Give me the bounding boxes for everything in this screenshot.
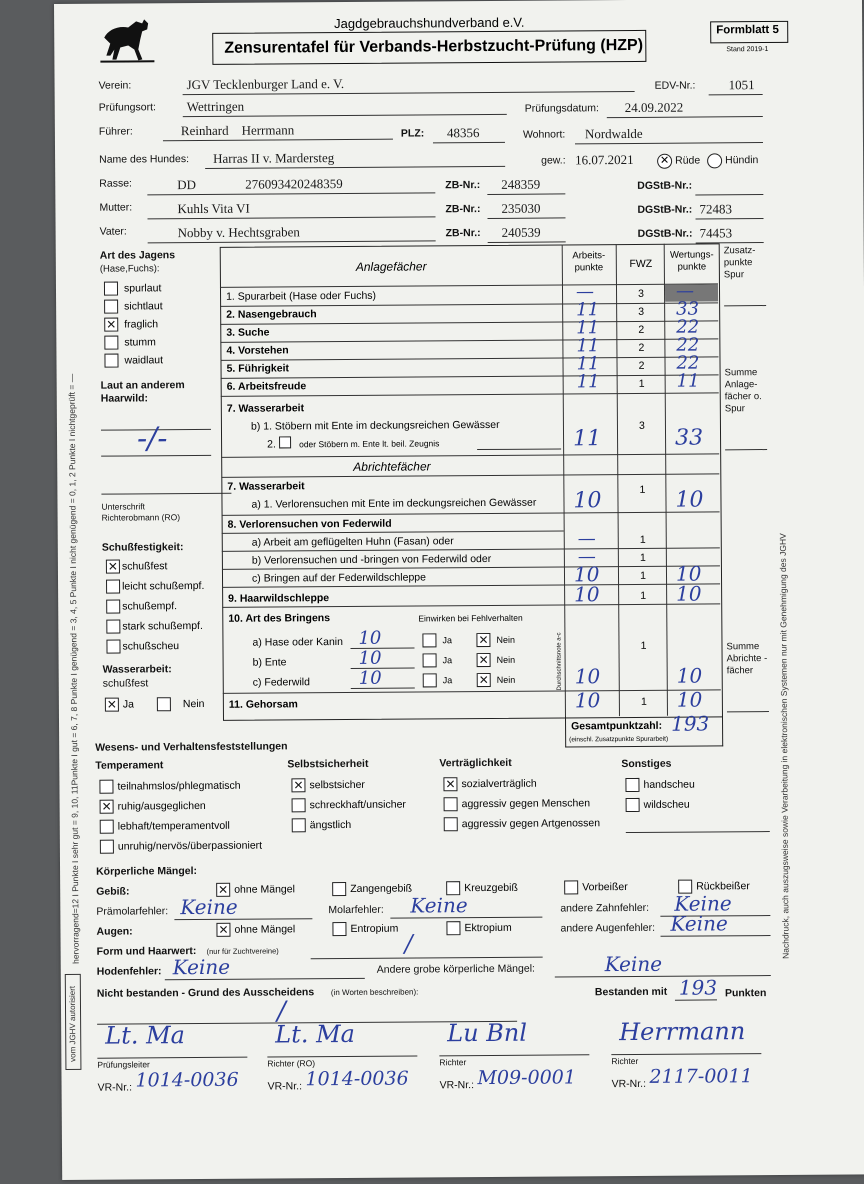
a10-item-ja-checkbox[interactable] [423, 673, 437, 687]
koerper-title: Körperliche Mängel: [96, 865, 198, 878]
vr-number[interactable]: 1014-0036 [305, 1067, 409, 1091]
nicht-bestanden-sub: (in Worten beschreiben): [330, 987, 419, 998]
temp-0-label: teilnahmslos/phlegmatisch [117, 779, 241, 793]
bestanden-value[interactable]: 193 [678, 975, 718, 1000]
a10-item-nein-checkbox[interactable]: ✕ [478, 672, 489, 688]
anlage-row-arbeitspunkte[interactable]: 11 [576, 317, 600, 339]
anlage-row-arbeitspunkte[interactable]: 11 [576, 335, 600, 357]
r7-ap[interactable]: 11 [572, 426, 602, 452]
anlage-row-wertungspunkte[interactable]: 22 [676, 316, 700, 338]
a9-ap[interactable]: 10 [574, 582, 600, 607]
augen-2-checkbox[interactable] [446, 921, 460, 935]
art-waidlaut-checkbox[interactable] [104, 354, 118, 368]
selbst-2-checkbox[interactable] [292, 818, 306, 832]
sonst-0-checkbox[interactable] [625, 778, 639, 792]
a9-fwz: 1 [640, 589, 647, 602]
wasser-nein-label: Nein [182, 697, 205, 711]
r7b1-label: b) 1. Stöbern mit Ente im deckungsreichen Gewässer [250, 418, 500, 433]
plz-value[interactable]: 48356 [446, 125, 480, 141]
unterschrift-line [101, 493, 231, 495]
hoden-line [165, 978, 365, 980]
nicht-bestanden-label: Nicht bestanden - Grund des Ausscheidens [96, 986, 315, 1000]
schuss-schussfest-checkbox[interactable]: ✕ [107, 559, 119, 574]
vertr-2-checkbox[interactable] [444, 817, 458, 831]
wasser-nein-checkbox[interactable] [157, 697, 171, 711]
a7-fwz: 1 [639, 483, 646, 496]
augen-1-checkbox[interactable] [332, 922, 346, 936]
plz-line [433, 142, 505, 144]
a11-ap[interactable]: 10 [574, 688, 601, 713]
wohnort-line [575, 142, 763, 144]
schuss-stark-checkbox[interactable] [106, 620, 120, 634]
schuss-leicht-label: leicht schußempf. [122, 579, 205, 593]
vr-label: VR-Nr.: [267, 1080, 303, 1093]
nicht-bestanden-mark[interactable]: / [276, 996, 286, 1027]
schuss-schussfest-label: schußfest [121, 560, 168, 573]
einwirken-label: Einwirken bei Fehlverhalten [418, 612, 523, 624]
anlage-row-wertungspunkte[interactable]: — [675, 280, 695, 302]
fuehrer-value[interactable]: Reinhard Herrmann [180, 122, 295, 139]
art-waidlaut-label: waidlaut [124, 354, 164, 367]
art-sichtlaut-label: sichtlaut [124, 300, 163, 313]
signature-role: Richter [611, 1055, 639, 1067]
page-title: Zensurentafel für Verbands-Herbstzucht-Prüfung (HZP) [224, 36, 644, 57]
head-fwz: FWZ [629, 257, 653, 270]
head-zusatzpunkte: Zusatz-punkte Spur [723, 245, 756, 281]
art-fraglich-label: fraglich [124, 318, 159, 331]
anlage-row-label: 2. Nasengebrauch [226, 308, 317, 321]
huendin-radio[interactable] [707, 153, 722, 168]
rasse-value[interactable]: DD [177, 177, 197, 193]
a8a-label: a) Arbeit am geflügelten Huhn (Fasan) oder [251, 535, 454, 549]
selbst-1-checkbox[interactable] [292, 798, 306, 812]
dgstb-hund-line [695, 194, 763, 195]
head-abricht: Abrichtefächer [353, 459, 431, 474]
selbst-title: Selbstsicherheit [287, 757, 369, 771]
wesen-title: Wesens- und Verhaltensfeststellungen [95, 740, 288, 754]
form-sub: (nur für Zuchtvereine) [206, 946, 279, 956]
edv-label: EDV-Nr.: [654, 79, 696, 92]
a11-label: 11. Gehorsam [228, 698, 298, 711]
zusatz-line [724, 305, 766, 306]
hund-label: Name des Hundes: [99, 153, 190, 166]
anlage-row-wertungspunkte[interactable]: 33 [676, 298, 700, 320]
art-stumm-label: stumm [124, 336, 156, 349]
edv-line [709, 94, 763, 95]
a10-fwz: 1 [640, 639, 647, 652]
molar-line [390, 917, 542, 919]
summe-anlage-line [725, 449, 767, 450]
summe-abricht-line [727, 711, 769, 712]
head-wertungspunkte: Wertungs-punkte [669, 249, 714, 273]
art-fraglich-checkbox[interactable]: ✕ [106, 317, 117, 332]
r7b2-checkbox[interactable] [279, 436, 291, 448]
summe-anlage: Summe Anlage-fächer o. Spur [724, 367, 762, 415]
dgstb-mutter-line [696, 218, 764, 219]
selbst-0-checkbox[interactable]: ✕ [293, 778, 304, 793]
r7-fwz: 3 [638, 419, 645, 432]
augen-0-label: ohne Mängel [234, 923, 296, 936]
bestanden-line [675, 999, 717, 1000]
art-sub: (Hase,Fuchs): [99, 263, 160, 275]
a10-item-nein-label: Nein [496, 634, 516, 645]
augen-0-checkbox[interactable]: ✕ [218, 922, 229, 937]
wohnort-label: Wohnort: [522, 128, 566, 141]
a10-item-nein-label: Nein [496, 654, 516, 665]
temp-1-checkbox[interactable]: ✕ [101, 799, 112, 814]
a8-label: 8. Verlorensuchen von Federwild [227, 517, 392, 531]
vater-value[interactable]: Nobby v. Hechtsgraben [177, 224, 300, 241]
schuss-scheu-label: schußscheu [122, 640, 180, 653]
augen-2-label: Ektropium [464, 921, 512, 935]
a10-item-ja-label: Ja [442, 675, 453, 686]
a10-item-note[interactable]: 10 [358, 627, 382, 649]
a8b-fwz: 1 [639, 551, 646, 564]
rasse-label: Rasse: [99, 177, 132, 190]
selbst-0-label: selbstsicher [309, 778, 365, 792]
ort-label: Prüfungsort: [98, 101, 156, 114]
authorized-label: vom JGHV autorisiert [67, 985, 78, 1062]
signature: Lt. Ma [105, 1021, 186, 1050]
a10-item-ja-label: Ja [442, 635, 453, 646]
a8b-ap[interactable]: — [577, 546, 596, 568]
anlage-row-wertungspunkte[interactable]: 11 [676, 370, 700, 392]
praemolar-line [174, 918, 312, 920]
anlage-row-label: 1. Spurarbeit (Hase oder Fuchs) [226, 289, 377, 303]
datum-line [607, 116, 763, 118]
wasser-ja-checkbox[interactable]: ✕ [106, 697, 117, 712]
a8c-wp[interactable]: 10 [675, 561, 702, 586]
art-spurlaut-checkbox[interactable] [104, 282, 118, 296]
anlage-row-fwz: 1 [638, 377, 645, 390]
gebiss-1-checkbox[interactable] [332, 882, 346, 896]
a10-item-note[interactable]: 10 [358, 647, 382, 669]
grobe-label: Andere grobe körperliche Mängel: [376, 962, 535, 976]
a8b-label: b) Verlorensuchen und -bringen von Federwild oder [251, 552, 492, 567]
praemolar-label: Prämolarfehler: [96, 905, 169, 918]
anlage-row-label: 6. Arbeitsfreude [226, 380, 307, 393]
wasser-ja-label: Ja [122, 698, 135, 711]
edv-value[interactable]: 1051 [728, 77, 755, 93]
vertr-0-label: sozialverträglich [461, 777, 537, 791]
vertr-1-label: aggressiv gegen Menschen [461, 797, 591, 811]
r7b2-num: 2. [267, 438, 276, 451]
a8c-fwz: 1 [640, 569, 646, 582]
gebiss-0-checkbox[interactable]: ✕ [218, 882, 229, 897]
zahn-value[interactable]: Keine [674, 891, 732, 916]
laut-title: Laut an anderem Haarwild: [100, 379, 185, 405]
signature-role: Richter (RO) [267, 1058, 316, 1069]
a9-label: 9. Haarwildschleppe [228, 592, 330, 605]
formblatt-label: Formblatt 5 [716, 23, 779, 37]
schuss-empf-checkbox[interactable] [106, 600, 120, 614]
anlage-row-arbeitspunkte[interactable]: 11 [576, 353, 600, 375]
zb-mutter-value[interactable]: 235030 [501, 200, 541, 216]
augen-1-label: Entropium [350, 922, 399, 935]
form-value[interactable]: / [404, 929, 413, 958]
anlage-row-label: 4. Vorstehen [226, 344, 289, 357]
a10-item-nein-checkbox[interactable]: ✕ [478, 652, 489, 668]
temp-2-label: lebhaft/temperamentvoll [117, 819, 230, 833]
hoden-label: Hodenfehler: [96, 965, 162, 978]
grobe-line [555, 975, 771, 978]
dgstb-mutter-label: DGStB-Nr.: [637, 203, 693, 216]
vr-number[interactable]: M09-0001 [477, 1066, 576, 1090]
verein-value[interactable]: JGV Tecklenburger Land e. V. [186, 75, 345, 93]
gebiss-3-label: Vorbeißer [582, 881, 628, 894]
datum-label: Prüfungsdatum: [524, 102, 599, 115]
art-sichtlaut-checkbox[interactable] [104, 300, 118, 314]
anlage-row-wertungspunkte[interactable]: 22 [676, 352, 700, 374]
signature-line [267, 1055, 417, 1057]
form-sheet [54, 0, 864, 1180]
sonst-title: Sonstiges [621, 757, 672, 771]
schuss-scheu-checkbox[interactable] [106, 640, 120, 654]
punkten-label: Punkten [724, 987, 767, 1000]
augen-label: Augen: [96, 925, 133, 938]
gebiss-4-label: Rückbeißer [696, 880, 750, 893]
molar-label: Molarfehler: [328, 903, 384, 917]
vater-label: Vater: [99, 225, 127, 238]
grading-legend: hervorragend=12 I Punkte I sehr gut = 9, 10, 11Punkte I gut = 6, 7, 8 Punkte I genügend = 3, 4, 5 Punkte I nicht genügend = 0, 1, 2 Punkte I nichtgeprüft = — [66, 373, 81, 964]
wohnort-value[interactable]: Nordwalde [584, 125, 643, 142]
ruede-label: Rüde [675, 154, 701, 167]
anlage-row-fwz: 2 [638, 359, 645, 372]
head-arbeitspunkte: Arbeits-punkte [572, 250, 606, 274]
temp-1-label: ruhig/ausgeglichen [117, 799, 206, 813]
summe-abricht: Summe Abrichte - fächer [726, 641, 768, 677]
datum-value[interactable]: 24.09.2022 [624, 99, 684, 116]
temp-0-checkbox[interactable] [99, 780, 113, 794]
signature-line [439, 1054, 589, 1056]
sonst-1-checkbox[interactable] [626, 798, 640, 812]
molar-value[interactable]: Keine [410, 893, 468, 918]
art-spurlaut-label: spurlaut [123, 282, 162, 295]
anlage-row-fwz: 3 [638, 287, 645, 300]
a10-item-label: c) Federwild [252, 676, 310, 689]
anlage-row-fwz: 2 [638, 323, 645, 336]
vertr-title: Verträglichkeit [439, 756, 512, 770]
gebiss-1-label: Zangengebiß [350, 882, 413, 895]
vr-label: VR-Nr.: [439, 1079, 475, 1092]
a10-wp[interactable]: 10 [676, 663, 703, 688]
sonst-0-label: handscheu [643, 778, 695, 791]
anlage-row-arbeitspunkte[interactable]: — [575, 281, 595, 303]
a7-ap[interactable]: 10 [573, 488, 602, 514]
schuss-stark-label: stark schußempf. [122, 619, 203, 633]
jghv-logo [98, 15, 156, 65]
a9-wp[interactable]: 10 [676, 581, 702, 606]
mutter-value[interactable]: Kuhls Vita VI [177, 200, 250, 217]
zb-hund-line [487, 193, 565, 195]
signature-line [611, 1053, 761, 1055]
a7-label: 7. Wasserarbeit [227, 480, 305, 493]
signature: Herrmann [619, 1017, 746, 1047]
a10-item-note[interactable]: 10 [358, 667, 382, 689]
gew-value[interactable]: 16.07.2021 [575, 151, 634, 168]
stand-label: Stand 2019-1 [726, 46, 769, 54]
zahn-label: andere Zahnfehler: [560, 901, 650, 915]
signature-role: Richter [439, 1057, 467, 1068]
fuehrer-line [163, 139, 393, 142]
anlage-row-fwz: 2 [638, 341, 645, 354]
hund-value[interactable]: Harras II v. Mardersteg [213, 150, 335, 166]
signature-line [97, 1057, 247, 1059]
a7a-label: a) 1. Verlorensuchen mit Ente im deckungsreichen Gewässer [251, 496, 537, 511]
a8a-ap[interactable]: — [577, 528, 596, 550]
temp-2-checkbox[interactable] [100, 820, 114, 834]
copyright-notice: Nachdruck, auch auszugsweise sowie Verarbeitung in elektronischen Systemen nur mit Genehmigung des JGHV [777, 533, 791, 959]
vr-label: VR-Nr.: [97, 1081, 133, 1094]
a10-item-label: a) Hase oder Kanin [252, 635, 343, 649]
rasse-nr-value[interactable]: 276093420248359 [245, 175, 343, 192]
a10-label: 10. Art des Bringens [228, 612, 331, 625]
wasser-title: Wasserarbeit: [102, 663, 172, 676]
anlage-row-label: 3. Suche [226, 326, 270, 339]
wasser-sub: schußfest [102, 677, 149, 690]
vr-number[interactable]: 2117-0011 [649, 1065, 753, 1088]
gebiss-2-label: Kreuzgebiß [464, 881, 518, 895]
zb-vater-value[interactable]: 240539 [501, 224, 541, 240]
signature-role: Prüfungsleiter [97, 1059, 150, 1070]
anlage-row-label: 5. Führigkeit [226, 362, 290, 375]
a7-wp[interactable]: 10 [675, 487, 704, 513]
a10-item-ja-checkbox[interactable] [423, 653, 437, 667]
gebiss-0-label: ohne Mängel [234, 883, 295, 896]
gebiss-3-checkbox[interactable] [564, 880, 578, 894]
a10-ap[interactable]: 10 [574, 664, 601, 689]
org-name: Jagdgebrauchshundverband e.V. [334, 14, 525, 32]
schuss-leicht-checkbox[interactable] [106, 580, 120, 594]
form-label: Form und Haarwert: [96, 945, 197, 958]
selbst-1-label: schreckhaft/unsicher [309, 798, 406, 812]
anlage-rows [54, 0, 862, 4]
a10-item-nein-label: Nein [496, 674, 516, 685]
gesamt-value[interactable]: 193 [670, 711, 710, 736]
sonst-1-label: wildscheu [643, 798, 690, 811]
vertr-1-checkbox[interactable] [444, 797, 458, 811]
anlage-row-arbeitspunkte[interactable]: 11 [576, 371, 600, 393]
verein-label: Verein: [98, 79, 132, 92]
ort-value[interactable]: Wettringen [186, 98, 245, 115]
signature: Lt. Ma [275, 1019, 356, 1049]
form-line [311, 957, 543, 960]
art-stumm-checkbox[interactable] [104, 336, 118, 350]
laut-mark: -/- [136, 421, 168, 457]
signature: Lu Bnl [447, 1018, 528, 1048]
huendin-label: Hündin [725, 154, 759, 167]
augenf-line [661, 935, 771, 937]
zb-mutter-label: ZB-Nr.: [445, 203, 481, 216]
hoden-value[interactable]: Keine [172, 954, 231, 980]
bestanden-label: Bestanden mit [594, 985, 668, 999]
r7b2-label: oder Stöbern m. Ente lt. beil. Zeugnis [299, 438, 440, 450]
zb-hund-value[interactable]: 248359 [501, 176, 541, 192]
plz-label: PLZ: [400, 127, 425, 140]
gesamt-label: Gesamtpunktzahl: [571, 719, 663, 733]
praemolar-value[interactable]: Keine [180, 894, 238, 920]
vertr-2-label: aggressiv gegen Artgenossen [461, 817, 601, 831]
anlage-row-wertungspunkte[interactable]: 22 [676, 334, 700, 356]
dgstb-vater-value[interactable]: 74453 [699, 225, 733, 241]
grobe-value[interactable]: Keine [604, 951, 663, 977]
laut-line-2 [101, 455, 211, 457]
signatures [54, 0, 862, 4]
anlage-row-fwz: 3 [638, 305, 645, 318]
schuss-empf-label: schußempf. [122, 600, 178, 613]
temperament-title: Temperament [95, 759, 164, 772]
a8c-ap[interactable]: 10 [573, 562, 600, 587]
r7-label: 7. Wasserarbeit [226, 402, 305, 415]
dgstb-hund-label: DGStB-Nr.: [637, 179, 693, 192]
zb-vater-label: ZB-Nr.: [445, 227, 481, 240]
unterschrift-label: Unterschrift [101, 501, 146, 512]
anlage-row-arbeitspunkte[interactable]: 11 [576, 299, 600, 321]
augenf-label: andere Augenfehler: [560, 921, 656, 935]
zb-vater-line [488, 241, 566, 243]
a10-item-ja-checkbox[interactable] [422, 633, 436, 647]
head-anlage: Anlagefächer [355, 259, 427, 274]
selbst-2-label: ängstlich [309, 818, 352, 832]
a8a-fwz: 1 [639, 533, 646, 546]
a10-item-ja-label: Ja [442, 655, 453, 666]
ruede-radio[interactable]: ✕ [657, 154, 672, 169]
temp-3-label: unruhig/nervös/überpassioniert [117, 839, 263, 853]
zb-hund-label: ZB-Nr.: [445, 179, 481, 192]
augenf-value[interactable]: Keine [670, 911, 728, 936]
art-title: Art des Jagens [99, 249, 176, 262]
fuehrer-label: Führer: [98, 125, 133, 138]
a10-item-nein-checkbox[interactable]: ✕ [478, 632, 489, 648]
schuss-title: Schußfestigkeit: [101, 541, 184, 554]
mutter-label: Mutter: [99, 201, 133, 214]
richterobmann-label: Richterobmann (RO) [101, 512, 181, 523]
gebiss-label: Gebiß: [96, 885, 130, 898]
r7-wp[interactable]: 33 [674, 425, 704, 451]
zb-mutter-line [488, 217, 566, 219]
gesamt-sub: (einschl. Zusatzpunkte Spurarbeit) [569, 735, 669, 744]
sonst-line [626, 831, 770, 833]
durchschnitt-label: Durchschnittsnote a-c [556, 632, 563, 691]
vr-number[interactable]: 1014-0036 [135, 1068, 239, 1092]
a11-fwz: 1 [640, 695, 647, 708]
dgstb-vater-label: DGStB-Nr.: [637, 227, 693, 240]
dgstb-mutter-value[interactable]: 72483 [699, 201, 732, 217]
a10-item-label: b) Ente [252, 656, 287, 669]
a11-wp[interactable]: 10 [676, 687, 703, 712]
vertr-0-checkbox[interactable]: ✕ [445, 777, 456, 792]
gew-label: gew.: [541, 154, 566, 167]
vr-label: VR-Nr.: [611, 1077, 647, 1091]
a10-items [54, 0, 862, 4]
a8c-label: c) Bringen auf der Federwildschleppe [251, 571, 426, 585]
temp-3-checkbox[interactable] [100, 840, 114, 854]
